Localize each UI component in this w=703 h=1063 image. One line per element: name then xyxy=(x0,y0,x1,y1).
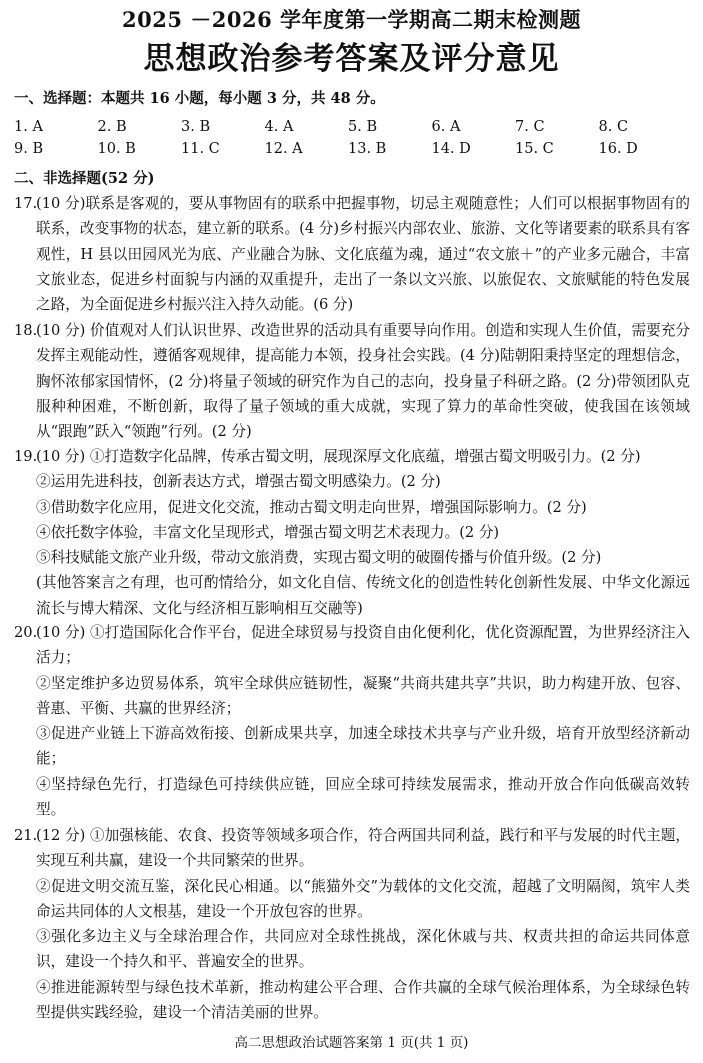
page-footer: 高二思想政治试题答案第 1 页(共 1 页) xyxy=(234,1035,469,1051)
answer-item: 8. C xyxy=(598,119,629,135)
answer-point: (12 分) ①加强核能、农食、投资等领域多项合作，符合两国共同利益，践行和平与发展的时代主题，实现互利共赢，建设一个共同繁荣的世界。 xyxy=(36,827,690,870)
question-number: 21. xyxy=(14,827,38,844)
answer-point: (10 分) ①打造数字化品牌，传承古蜀文明，展现深厚文化底蕴，增强古蜀文明吸引力。(2 分) xyxy=(36,448,641,465)
answer-item: 12. A xyxy=(264,141,303,157)
answer-point: ④坚持绿色先行，打造绿色可持续供应链，回应全球可持续发展需求，推动开放合作向低碳高效转型。 xyxy=(36,775,690,819)
answer-point: (10 分) ①打造国际化合作平台，促进全球贸易与投资自由化便利化，优化资源配置，为世界经济注入活力； xyxy=(36,624,690,667)
document-title: 思想政治参考答案及评分意见 xyxy=(143,41,560,77)
answer-text: (10 分) 价值观对人们认识世界、改造世界的活动具有重要导向作用。创造和实现人生价值，需要充分发挥主观能动性，遵循客观规律，提高能力本领，投身社会实践。(4 分)陆朝阳秉持坚定的理想信念，胸怀浓郁家国情怀，(2 分)将量子领域的研究作为自己的志向，投身量子科研之路。(2 分)带领团队克服种种困难，不断创新，取得了量子领域的重大成就，实现了算力的革命性突破，使我国在该领域从“跟跑”跃入“领跑”行列。(2 分) xyxy=(36,322,690,441)
question-20 xyxy=(14,620,690,822)
answer-item: 2. B xyxy=(97,119,127,135)
answer-point: ②运用先进科技，创新表达方式，增强古蜀文明感染力。(2 分) xyxy=(36,473,441,491)
answer-item: 1. A xyxy=(14,119,43,135)
answer-point: ④推进能源转型与绿色技术革新，推动构建公平合理、合作共赢的全球气候治理体系，为全球绿色转型提供实践经验，建设一个清洁美丽的世界。 xyxy=(36,978,690,1022)
answer-item: 16. D xyxy=(598,141,638,157)
answer-point: ③强化多边主义与全球治理合作，共同应对全球性挑战，深化休戚与共、权责共担的命运共同体意识，建设一个持久和平、普遍安全的世界。 xyxy=(36,928,690,971)
answer-point: ⑤科技赋能文旅产业升级，带动文旅消费，实现古蜀文明的破圈传播与价值升级。(2 分) xyxy=(36,549,602,567)
answer-item: 4. A xyxy=(264,119,294,135)
answer-item: 3. B xyxy=(181,119,211,135)
question-21 xyxy=(14,823,690,1025)
question-number: 19. xyxy=(14,448,38,465)
answer-point: ②坚定维护多边贸易体系，筑牢全球供应链韧性，凝聚“共商共建共享”共识，助力构建开放、包容、普惠、平衡、共赢的世界经济； xyxy=(36,674,690,717)
answer-item: 6. A xyxy=(431,119,461,135)
answer-item: 10. B xyxy=(97,141,136,157)
question-18 xyxy=(14,318,690,444)
answer-point: ③借助数字化应用，促进文化交流，推动古蜀文明走向世界，增强国际影响力。(2 分) xyxy=(36,498,587,516)
question-17 xyxy=(14,191,690,317)
answer-text: (10 分)联系是客观的，要从事物固有的联系中把握事物，切忌主观随意性；人们可以根据事物固有的联系，改变事物的状态，建立新的联系。(4 分)乡村振兴内部农业、旅游、文化等诸要素的联系具有客观性，H 县以田园风光为底、产业融合为脉、文化底蕴为魂，通过“农文旅＋”的产业多元融合，丰富文旅业态，促进乡村面貌与内涵的双重提升，走出了一条以文兴旅、以旅促农、文旅赋能的特色发展之路，为全面促进乡村振兴注入持久动能。(6 分) xyxy=(36,195,690,314)
answer-item: 5. B xyxy=(348,119,378,135)
answer-item: 11. C xyxy=(181,141,220,157)
question-number: 20. xyxy=(14,624,38,641)
choice-answers-grid xyxy=(14,116,694,160)
answer-item: 7. C xyxy=(515,119,545,135)
answer-item: 15. C xyxy=(515,141,554,157)
question-19 xyxy=(14,444,690,621)
section2-heading: 二、非选择题(52 分) xyxy=(14,170,155,187)
question-number: 18. xyxy=(14,322,38,339)
answer-item: 9. B xyxy=(14,141,44,157)
exam-title: 2025 －2026 学年度第一学期高二期末检测题 xyxy=(121,7,581,32)
answer-item: 13. B xyxy=(348,141,387,157)
answer-point: ③促进产业链上下游高效衔接、创新成果共享，加速全球技术共享与产业升级，培育开放型经济新动能； xyxy=(36,725,690,768)
grading-note: (其他答案言之有理，也可酌情给分，如文化自信、传统文化的创造性转化创新性发展、中华文化源远流长与博大精深、文化与经济相互影响相互交融等) xyxy=(36,574,690,617)
answer-point: ②促进文明交流互鉴，深化民心相通。以“熊猫外交”为载体的文化交流，超越了文明隔阂，筑牢人类命运共同体的人文根基，建设一个开放包容的世界。 xyxy=(36,877,690,920)
question-number: 17. xyxy=(14,195,38,212)
answer-item: 14. D xyxy=(431,141,471,157)
section1-heading: 一、选择题：本题共 16 小题，每小题 3 分，共 48 分。 xyxy=(14,90,385,107)
answer-point: ④依托数字体验，丰富文化呈现形式，增强古蜀文明艺术表现力。(2 分) xyxy=(36,523,500,541)
